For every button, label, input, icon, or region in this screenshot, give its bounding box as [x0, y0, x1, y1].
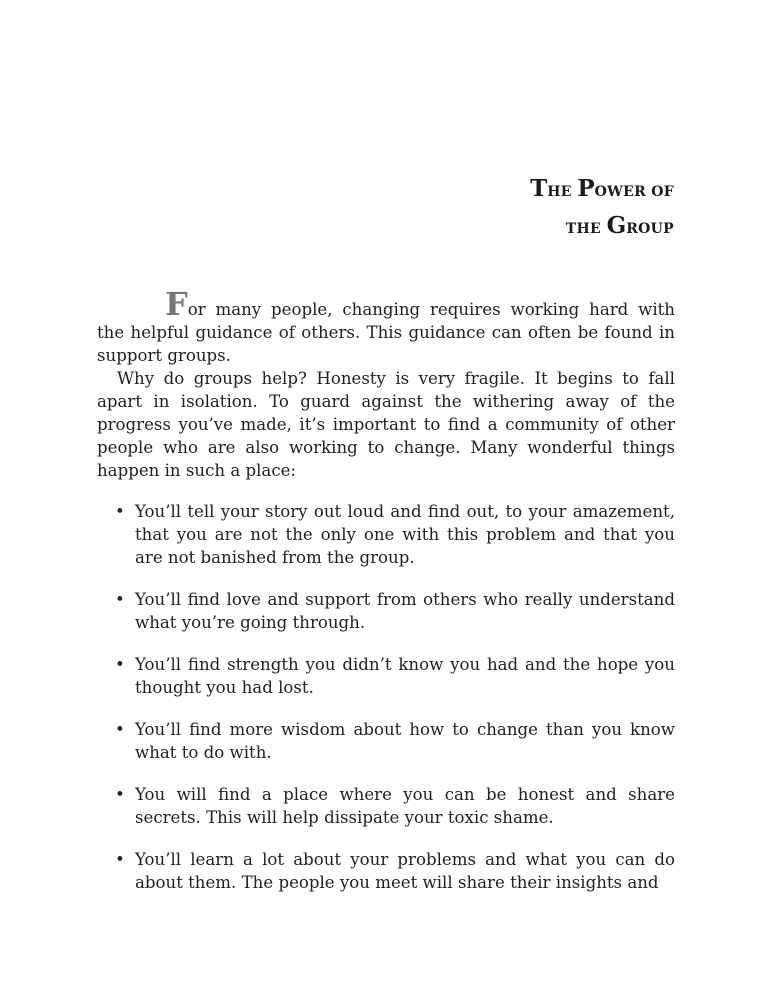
- title-smallcaps: ROUP: [626, 221, 674, 237]
- chapter-title-line-2: [530, 209, 674, 246]
- list-item: [97, 848, 675, 894]
- bullet-icon: •: [115, 785, 125, 804]
- bullet-icon: •: [115, 502, 125, 521]
- list-item: [97, 783, 675, 829]
- list-item: [97, 653, 675, 699]
- bullet-icon: •: [115, 655, 125, 674]
- bullet-icon: •: [115, 850, 125, 869]
- title-letter: T: [530, 175, 548, 202]
- drop-cap: F: [165, 285, 188, 323]
- bullet-icon: •: [115, 590, 125, 609]
- intro-paragraph: [97, 285, 675, 367]
- bullet-icon: •: [115, 720, 125, 739]
- list-item-text: You’ll find more wisdom about how to change than you know what to do with.: [135, 720, 675, 762]
- chapter-title: [530, 172, 674, 246]
- paragraph-2: Why do groups help? Honesty is very fragile. It begins to fall apart in isolation. To guard against the withering away of the progress you’ve made, it’s important to find a community of other people who are also working to change. Many wonderful things happen in such a place:: [97, 369, 675, 480]
- list-item: [97, 718, 675, 764]
- title-letter: P: [577, 175, 595, 202]
- body-text: [97, 285, 675, 913]
- list-item: [97, 500, 675, 569]
- chapter-title-line-1: [530, 172, 674, 209]
- title-letter: G: [606, 212, 627, 239]
- list-item-text: You’ll tell your story out loud and find out, to your amazement, that you are not the only one with this problem and that you are not banished from the group.: [135, 502, 675, 567]
- list-item-text: You’ll learn a lot about your problems and what you can do about them. The people you meet will share their insights and: [135, 850, 675, 892]
- title-smallcaps: HE: [547, 184, 572, 200]
- list-item-text: You will find a place where you can be honest and share secrets. This will help dissipate your toxic shame.: [135, 785, 675, 827]
- bullet-list: [97, 500, 675, 894]
- list-item-text: You’ll find love and support from others who really understand what you’re going through.: [135, 590, 675, 632]
- list-item: [97, 588, 675, 634]
- title-smallcaps: OWER OF: [594, 184, 674, 200]
- title-smallcaps: THE: [565, 221, 601, 237]
- intro-text: or many people, changing requires working hard with the helpful guidance of others. This guidance can often be found in support groups.: [97, 300, 675, 365]
- list-item-text: You’ll find strength you didn’t know you had and the hope you thought you had lost.: [135, 655, 675, 697]
